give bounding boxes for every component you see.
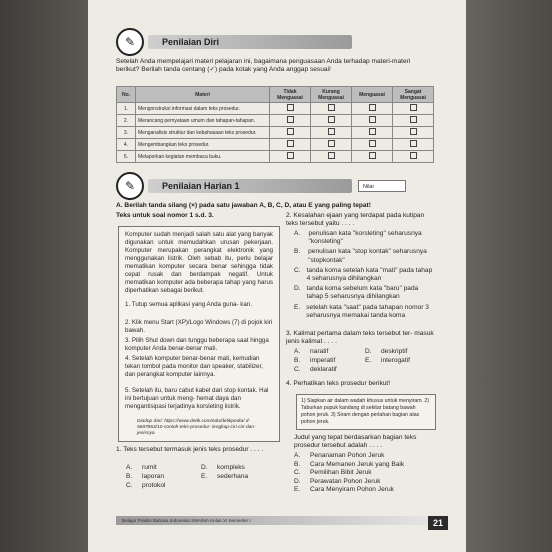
table-row	[117, 115, 434, 127]
row-number: 3.	[117, 127, 136, 139]
question-2-options	[294, 230, 436, 320]
checkbox[interactable]	[328, 104, 335, 111]
checkbox[interactable]	[410, 116, 417, 123]
passage-step: 2. Klik menu Start (XP)/Logo Windows (7) di pojok kiri bawah.	[125, 319, 273, 334]
table-row	[117, 151, 434, 163]
table-row	[117, 139, 434, 151]
checkbox[interactable]	[287, 116, 294, 123]
option[interactable]: A. Penanaman Pohon Jeruk	[294, 452, 385, 459]
option[interactable]: E. Cara Menyiram Pohon Jeruk	[294, 486, 394, 494]
page-footer: Belajar Praktis Bahasa Indonesia SMA/MA Kelas XI Semester I	[116, 516, 432, 525]
option[interactable]: E. interogatif	[365, 357, 410, 365]
section-header-penilaian-harian	[116, 176, 352, 196]
procedure-box	[296, 394, 436, 430]
header-cell: No.	[117, 87, 136, 103]
instruction-text: Setelah Anda mempelajari materi pelajaran ini, bagaimana penguasaan Anda terhadap materi-materi berikut? Berilah tanda centang (✓) pada kotak yang Anda anggap sesuai!	[116, 58, 411, 74]
option[interactable]: E. setelah kata "saat" pada tahapan nomor 3 seharusnya memakai tanda koma	[294, 303, 429, 319]
passage-step: 1. Tutup semua aplikasi yang Anda guna- kan.	[125, 301, 252, 308]
option[interactable]: B. imperatif	[294, 357, 336, 365]
checkbox[interactable]	[369, 152, 376, 159]
checkbox[interactable]	[328, 152, 335, 159]
header-cell: Menguasai	[352, 87, 393, 103]
procedure-text: 1) Siapkan air dalam wadah khusus untuk menyiram. 2) Taburkan pupuk kandang di sekitar batang bawah pohon jeruk. 3) Siram dengan perlahan bagian atas pohon jeruk.	[301, 398, 430, 425]
row-materi: Melaporkan kegiatan membaca buku.	[136, 151, 270, 163]
passage-step: 4. Setelah komputer benar-benar mati, kemudian tekan tombol pada monitor dan speaker, stabilizer, dan perangkat komputer lainnya.	[125, 355, 263, 378]
section-title: Penilaian Diri	[148, 35, 352, 49]
background-right	[466, 0, 552, 552]
checkbox[interactable]	[410, 104, 417, 111]
nilai-box[interactable]	[358, 180, 406, 192]
section-title: Penilaian Harian 1	[148, 179, 352, 193]
option[interactable]: B. laporan	[126, 473, 164, 481]
option[interactable]: A. penulisan kata "korsleting" seharusnya "konsleting"	[294, 230, 422, 246]
row-number: 5.	[117, 151, 136, 163]
option[interactable]: D. deskriptif	[365, 348, 408, 355]
question-2-stem: 2. Kesalahan ejaan yang terdapat pada kutipan teks tersebut yaitu . . . .	[286, 212, 425, 228]
row-materi: Mengembangkan teks prosedur.	[136, 139, 270, 151]
option[interactable]: E. sederhana	[201, 473, 249, 481]
checkbox[interactable]	[410, 152, 417, 159]
checkbox[interactable]	[287, 104, 294, 111]
option[interactable]: C. Pemilihan Bibit Jeruk	[294, 469, 372, 477]
question-1-stem: 1. Teks tersebut termasuk jenis teks prosedur . . . .	[116, 446, 264, 453]
table-row	[117, 127, 434, 139]
background-left	[0, 0, 88, 552]
page-number: 21	[428, 516, 448, 530]
checkbox[interactable]	[328, 116, 335, 123]
assessment-icon: ✎	[116, 172, 144, 200]
nilai-label: Nilai	[363, 184, 374, 190]
option[interactable]: D. Perawatan Pohon Jeruk	[294, 477, 381, 485]
header-cell: Kurang Menguasai	[311, 87, 352, 103]
passage-source: Diadop dari: https://www.detik.com/edu/detikpedia/ d-5687863/10-contoh-teks-prosedur- lengkap-ciri-ciri-dan-jenisnya	[137, 419, 256, 436]
question-4-options	[294, 452, 436, 495]
text-label: Teks untuk soal nomor 1 s.d. 3.	[116, 212, 214, 219]
checkbox[interactable]	[328, 128, 335, 135]
header-cell: Sangat Menguasai	[393, 87, 434, 103]
passage-step: 5. Setelah itu, baru cabut kabel dari stop kontak. Hal ini bertujuan untuk meng- hemat daya dan mengantisipasi terjadinya korsleting listrik.	[125, 387, 269, 410]
header-cell: Tidak Menguasai	[270, 87, 311, 103]
checkbox[interactable]	[287, 140, 294, 147]
header-cell: Materi	[136, 87, 270, 103]
row-number: 1.	[117, 103, 136, 115]
reading-passage	[118, 226, 280, 442]
question-3-options	[294, 348, 436, 375]
option[interactable]: C. tanda koma setelah kata "mati" pada tahap 4 seharusnya dihilangkan	[294, 266, 433, 283]
question-4-question: Judul yang tepat berdasarkan bagian teks prosedur tersebut adalah . . . .	[294, 434, 417, 450]
option[interactable]: A. naratif	[294, 348, 329, 355]
section-header-penilaian-diri	[116, 32, 352, 52]
row-number: 2.	[117, 115, 136, 127]
question-3-stem: 3. Kalimat pertama dalam teks tersebut ter- masuk jenis kalimat . . . .	[286, 330, 434, 346]
row-materi: Merancang pernyataan umum dan tahapan-tahapan.	[136, 115, 270, 127]
checkbox[interactable]	[369, 128, 376, 135]
checkbox[interactable]	[369, 104, 376, 111]
passage-step: 3. Pilih Shut down dan tunggu beberapa saat hingga komputer Anda benar-benar mati.	[125, 337, 269, 352]
row-number: 4.	[117, 139, 136, 151]
checkbox[interactable]	[410, 128, 417, 135]
self-assessment-table	[116, 86, 434, 163]
table-row	[117, 103, 434, 115]
option[interactable]: D. tanda koma sebelum kata "baru" pada tahap 5 seharusnya dihilangkan	[294, 285, 419, 301]
part-a-instruction: A. Berilah tanda silang (×) pada satu jawaban A, B, C, D, atau E yang paling tepat!	[116, 202, 371, 209]
option[interactable]: B. penulisan kata "stop kontak" seharusnya "stopkontak"	[294, 248, 427, 264]
row-materi: Mengonstruksi informasi dalam teks prosedur.	[136, 103, 270, 115]
checkbox[interactable]	[287, 152, 294, 159]
passage-intro: Komputer sudah menjadi salah satu alat yang banyak digunakan untuk memudahkan urusan pekerjaan. Komputer merupakan perangkat elektronik yang menggunakan listrik. Oleh sebab itu, perlu belajar mematikan komputer secara benar sehingga tidak cepat rusak dan berdampak negatif. Untuk mematikan komputer ada beberapa tahap yang harus diperhatikan sebagai berikut.	[125, 231, 273, 294]
option[interactable]: C. protokol	[126, 482, 166, 490]
checkbox[interactable]	[369, 140, 376, 147]
option[interactable]: A. rumit	[126, 464, 157, 471]
table-header-row	[117, 87, 434, 103]
self-assessment-icon: ✎	[116, 28, 144, 56]
checkbox[interactable]	[287, 128, 294, 135]
checkbox[interactable]	[328, 140, 335, 147]
checkbox[interactable]	[369, 116, 376, 123]
option[interactable]: C. deklaratif	[294, 366, 337, 374]
question-4-stem: 4. Perhatikan teks prosedur berikut!	[286, 380, 391, 387]
question-1-options	[126, 464, 276, 491]
book-page	[88, 0, 466, 552]
option[interactable]: D. kompleks	[201, 464, 245, 471]
option[interactable]: B. Cara Memanen Jeruk yang Baik	[294, 460, 405, 468]
row-materi: Menganalisis struktur dan kebahasaan teks prosedur.	[136, 127, 270, 139]
checkbox[interactable]	[410, 140, 417, 147]
